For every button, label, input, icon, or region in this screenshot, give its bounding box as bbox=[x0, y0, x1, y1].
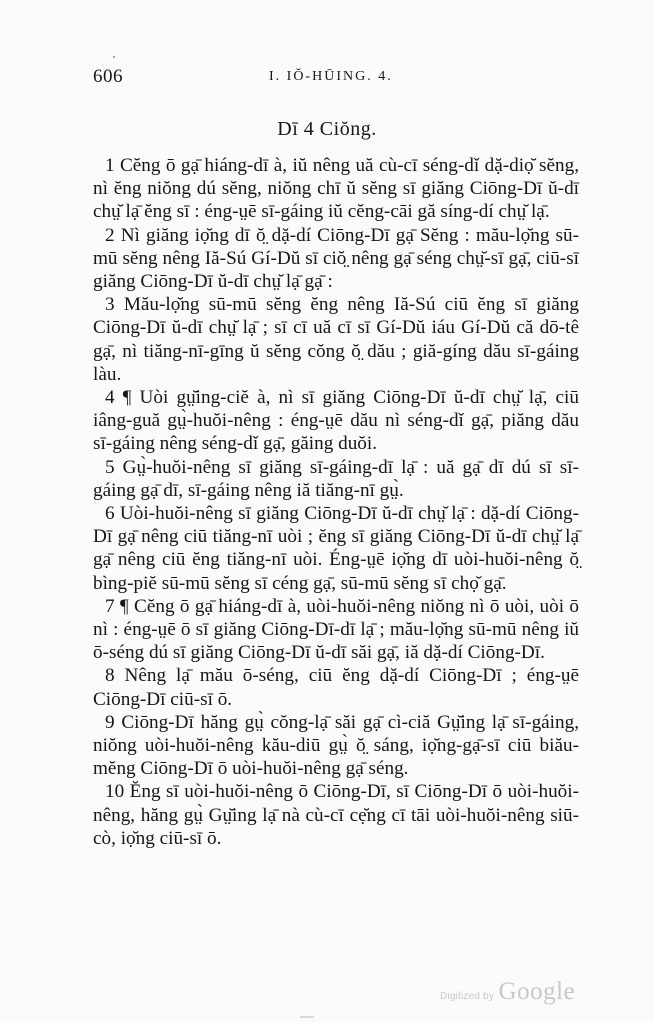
bottom-edge-mark bbox=[300, 1016, 314, 1018]
verse-2: 2 Nì giăng iọ̆ng dī ŏ̤ dặ-dí Ciōng-Dī gạ̄ Sĕng : mău-lọ̆ng sū-mū sĕng nêng Iă-Sú Gí-Dŭ sī ciŏ̤ nêng gạ̄ séng chṳ̆-sī gạ̄, ciū-sī giăng Ciōng-Dī ŭ-dī chṳ̆ lạ̄ gạ̄ : bbox=[93, 224, 579, 293]
verse-1: 1 Cĕng ō gạ̄ hiáng-dī à, iŭ nêng uă cù-cī séng-dǐ dặ-diọ̆ sĕng, nì ĕng niŏng dú sĕng, niŏng chī ŭ sĕng sī giăng Ciōng-Dī ŭ-dī chṳ̆ lạ̄ ĕng sī : éng-ṳē sī-gáing iŭ cĕng-cāi gă síng-dí chṳ̆ lạ̄. bbox=[93, 155, 579, 223]
verse-5: 5 Gṳ̀-huŏi-nêng sī giăng sī-gáing-dī lạ̄ : uă gạ̄ dī dú sī sī-gáing gạ̄ dī, sī-gáing nêng iă tiăng-nī gṳ̀. bbox=[93, 456, 579, 501]
verse-8: 8 Nêng lạ̄ mău ō-séng, ciū ĕng dặ-dí Ciōng-Dī ; éng-ṳē Ciōng-Dī ciū-sī ō. bbox=[93, 665, 579, 710]
verse-7: 7 ¶ Cĕng ō gạ̄ hiáng-dī à, uòi-huŏi-nêng niŏng nì ō uòi, uòi ō nì : éng-ṳē ō sī giăng Ciōng-Dī-dī lạ̄ ; mău-lọ̆ng sū-mū nêng iŭ ō-séng dú sī giăng Ciōng-Dī ŭ-dī săi gạ̄, iă dặ-dí Ciōng-Dī. bbox=[93, 595, 579, 664]
page-header bbox=[93, 66, 573, 94]
digitized-by-label: Digitized by bbox=[440, 991, 495, 1002]
verse-4: 4 ¶ Uòi gṳ̆ing-ciĕ à, nì sī giăng Ciōng-Dī ŭ-dī chṳ̆ lạ̄, ciū iâng-guă gṳ̀-huŏi-nêng : éng-ṳē dău nì séng-dǐ gạ̄, piăng dău sī-gáing nêng séng-dǐ gạ̄, găing duŏi. bbox=[93, 387, 579, 455]
chapter-body bbox=[93, 154, 579, 850]
google-logo: Google bbox=[498, 978, 576, 1005]
ink-speck bbox=[113, 56, 115, 58]
chapter-title: Dī 4 Ciŏng. bbox=[277, 118, 377, 140]
verse-10: 10 Ĕng sī uòi-huŏi-nêng ō Ciōng-Dī, sī Ciōng-Dī ō uòi-huŏi-nêng, hăng gṳ̀ Gṳ̆ing lạ̄ nà cù-cī cẹ̆ng cī tāi uòi-huŏi-nêng siū-cò, iọ̆ng ciū-sī ō. bbox=[93, 781, 579, 849]
page-number: 606 bbox=[93, 66, 123, 87]
verse-3: 3 Mău-lọ̆ng sū-mū sĕng ĕng nêng Iă-Sú ciū ĕng sī giăng Ciōng-Dī ŭ-dī chṳ̆ lạ̄ ; sī cī uă cī sī Gí-Dŭ iáu Gí-Dŭ că dō-tê gạ̄, nì tiăng-nī-gīng ŭ sĕng cŏng ŏ̤ dău ; giă-gíng dău sī-gáing làu. bbox=[93, 294, 579, 385]
verse-6: 6 Uòi-huŏi-nêng sī giăng Ciōng-Dī ŭ-dī chṳ̆ lạ̄ : dặ-dí Ciōng-Dī gạ̄ nêng ciū tiăng-nī uòi ; ĕng sī giăng Ciōng-Dī ŭ-dī chṳ̆ lạ̄ gạ̄ nêng ciū ĕng tiăng-nī uòi. Éng-ṳē iọ̆ng dī uòi-huŏi-nêng ŏ̤ bìng-piĕ sū-mū sĕng sī céng gạ̄, sū-mū sĕng sī chọ̆ gạ̄. bbox=[93, 503, 579, 594]
running-head: I. IŎ-HŪING. 4. bbox=[269, 69, 393, 84]
verse-9: 9 Ciōng-Dī hăng gṳ̀ cŏng-lạ̄ săi gạ̄ cì-ciă Gṳ̆ing lạ̄ sī-gáing, niŏng uòi-huŏi-nêng kău-diū gṳ̀ ŏ̤ sáng, iọ̆ng-gạ̄-sī ciū biău-mĕng Ciōng-Dī ō uòi-huŏi-nêng gạ̄ séng. bbox=[93, 711, 579, 780]
digitization-watermark bbox=[440, 978, 575, 1006]
